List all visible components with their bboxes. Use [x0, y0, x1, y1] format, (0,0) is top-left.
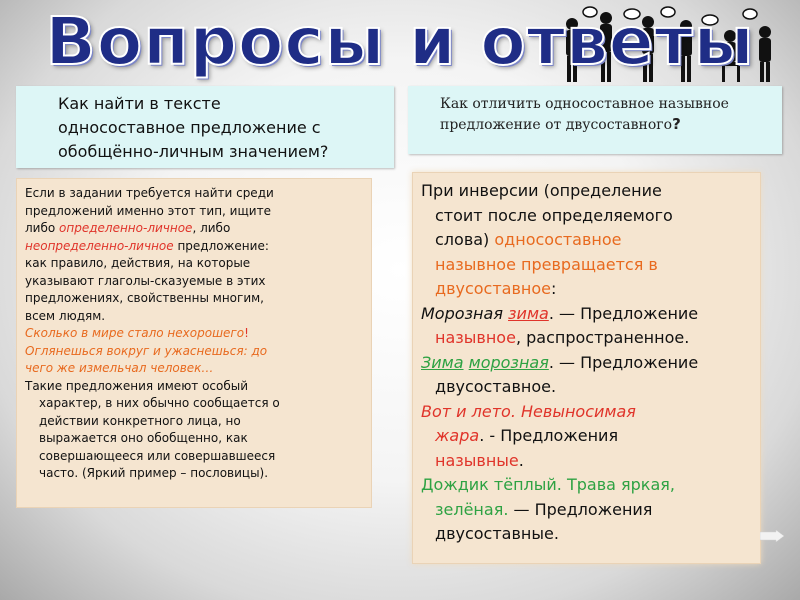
answer-2-line [421, 277, 752, 302]
text-run: действии конкретного лица, но [39, 413, 241, 428]
text-run: , либо [192, 221, 231, 235]
example-line [421, 302, 752, 327]
answer-1-line [25, 378, 363, 396]
answer-1-line [25, 238, 363, 256]
example-text: жара [435, 426, 480, 445]
question-2-text [440, 94, 770, 135]
example-line [25, 360, 363, 378]
example-text: Вот и лето. Невыносимая [421, 401, 636, 421]
question-1-line: односоставное предложение с [58, 118, 321, 137]
example-line [25, 343, 363, 361]
page-title: Вопросы и ответы [45, 3, 755, 80]
question-box-1 [16, 86, 394, 168]
question-1-line: Как найти в тексте [58, 94, 221, 113]
text-run: Такие предложения имеют особый [25, 378, 249, 393]
answer-2-text [413, 173, 760, 547]
example-text: : до [243, 343, 268, 358]
example-line [421, 375, 752, 400]
answer-1-line [25, 308, 363, 326]
text-run: указывают глаголы-сказуемые в этих [25, 273, 266, 288]
question-box-2 [408, 86, 782, 154]
answer-2-line [421, 204, 752, 229]
example-text: Дождик тёплый. Трава яркая, [421, 475, 675, 494]
example-line [25, 325, 363, 343]
text-run: часто. (Яркий пример – пословицы). [39, 466, 269, 480]
answer-1-line [25, 220, 363, 238]
answer-1-line [25, 448, 363, 466]
text-run: слова) [435, 230, 495, 249]
question-mark: ? [672, 115, 681, 133]
question-2-line-text: предложение от двусоставного [440, 117, 673, 133]
text-run: двусоставные. [435, 524, 559, 543]
answer-1-line [25, 203, 363, 221]
answer-1-text [17, 179, 371, 483]
text-run: как правило, действия, на которые [25, 256, 251, 270]
sentence-type-label: назывное [435, 328, 516, 347]
example-subject: зима [508, 303, 549, 323]
text-run: предложение: [173, 238, 269, 253]
highlight-term: односоставное [494, 230, 622, 249]
example-text: зелёная. [435, 499, 509, 519]
answer-2-line [421, 179, 752, 204]
text-run: , распространенное. [515, 328, 690, 347]
text-run: всем людям. [25, 308, 106, 323]
text-run: . — Предложение [548, 352, 699, 372]
text-run: предложениях, свойственны многим, [25, 291, 264, 305]
text-run: стоит после определяемого [435, 205, 673, 225]
answer-box-1 [16, 178, 372, 508]
example-line [421, 522, 752, 547]
answer-box-2 [412, 172, 761, 564]
answer-1-line [25, 290, 363, 308]
answer-2-line [421, 253, 752, 278]
example-text: Оглянешься вокруг и ужаснешься [25, 343, 244, 358]
question-2-line [440, 114, 770, 135]
highlight-term: назывное превращается в [435, 254, 658, 274]
example-line [421, 424, 752, 449]
term-definite-personal: определенно-личное [59, 221, 193, 235]
question-1-text [58, 92, 388, 164]
text-run: : [551, 279, 557, 298]
example-text: чего же измельчал человек… [25, 361, 214, 375]
text-run: . - Предложения [479, 426, 619, 445]
example-line [421, 326, 752, 351]
answer-1-line [25, 395, 363, 413]
text-run: двусоставное. [435, 377, 557, 396]
text-run: предложений именно этот тип, ищите [25, 203, 271, 218]
example-line [421, 400, 752, 425]
example-predicate: морозная [468, 352, 549, 372]
text-run: совершающееся или совершавшееся [39, 448, 276, 463]
question-1-line: обобщённо-личным значением? [58, 142, 329, 161]
example-punct: ! [244, 326, 249, 340]
text-run: либо [25, 221, 60, 235]
question-2-line: Как отличить односоставное назывное [440, 96, 729, 112]
text-run: характер, в них обычно сообщается о [39, 396, 280, 410]
answer-1-line [25, 273, 363, 291]
example-line [421, 473, 752, 498]
next-arrow-icon[interactable] [760, 530, 784, 542]
answer-1-line [25, 430, 363, 448]
answer-1-line [25, 185, 363, 203]
text-run: Если в задании требуется найти среди [25, 186, 274, 200]
answer-1-line [25, 465, 363, 483]
text-run: выражается оно обобщенно, как [39, 431, 248, 445]
answer-2-line [421, 228, 752, 253]
example-line [421, 498, 752, 523]
answer-1-line [25, 255, 363, 273]
example-text: Сколько в мире стало нехорошего [25, 326, 245, 340]
example-line [421, 351, 752, 376]
sentence-type-label: назывные [435, 450, 519, 470]
text-run: — Предложения [508, 499, 653, 519]
text-run: . — Предложение [548, 303, 699, 323]
answer-1-line [25, 413, 363, 431]
example-line [421, 449, 752, 474]
example-subject: Зима [421, 352, 464, 372]
text-run: При инверсии (определение [421, 181, 662, 200]
highlight-term: двусоставное [435, 279, 551, 298]
text-run: . [518, 450, 524, 470]
example-text: Морозная [421, 303, 509, 323]
term-indefinite-personal: неопределенно-личное [25, 238, 174, 253]
